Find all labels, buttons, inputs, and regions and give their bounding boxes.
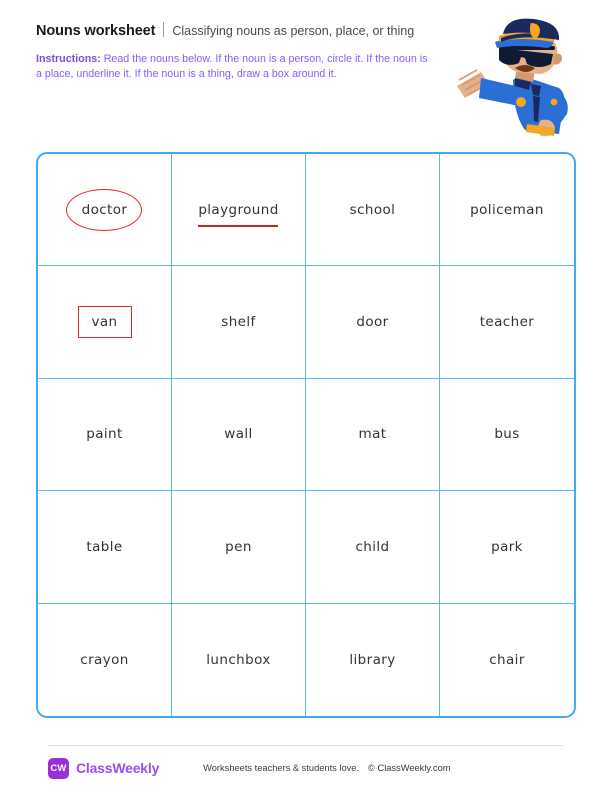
noun-word[interactable] (345, 650, 399, 670)
instructions-label: Instructions: (36, 53, 101, 65)
noun-cell[interactable] (38, 604, 172, 716)
noun-cell[interactable] (306, 491, 440, 603)
noun-word[interactable] (221, 537, 256, 557)
noun-cell[interactable] (306, 154, 440, 266)
instructions-block (36, 52, 436, 82)
noun-cell[interactable] (172, 491, 306, 603)
noun-text: school (349, 201, 396, 218)
noun-text: playground (198, 201, 279, 218)
worksheet-subtitle: Classifying nouns as person, place, or thing (172, 24, 415, 38)
classweekly-logo-icon: CW (48, 758, 69, 779)
noun-word[interactable] (82, 537, 126, 557)
noun-text: park (491, 538, 523, 555)
noun-cell[interactable] (38, 379, 172, 491)
noun-cell[interactable] (172, 154, 306, 266)
noun-text: wall (224, 426, 253, 443)
noun-grid (38, 154, 574, 716)
noun-word[interactable] (351, 537, 393, 557)
noun-text: table (86, 538, 123, 555)
noun-cell[interactable] (306, 604, 440, 716)
noun-text: pen (225, 538, 252, 555)
noun-text: van (91, 314, 118, 331)
noun-text: chair (489, 651, 525, 668)
page-title (36, 20, 476, 39)
noun-cell[interactable] (440, 491, 574, 603)
noun-word[interactable] (466, 200, 548, 220)
noun-cell[interactable] (38, 266, 172, 378)
noun-cell[interactable] (440, 604, 574, 716)
noun-word[interactable] (476, 312, 539, 332)
instructions-text: Read the nouns below. If the noun is a person, circle it. If the noun is a place, underline it. If the noun is a thing, draw a box around it. (36, 53, 428, 81)
noun-word[interactable] (217, 312, 259, 332)
worksheet-title: Nouns worksheet (36, 23, 156, 39)
underline-mark (198, 225, 278, 227)
noun-word[interactable] (485, 650, 529, 670)
noun-word[interactable] (82, 424, 126, 444)
policeman-illustration (455, 18, 595, 140)
noun-word[interactable] (490, 424, 523, 444)
worksheet-header (36, 20, 476, 82)
noun-cell[interactable] (172, 266, 306, 378)
noun-cell[interactable] (440, 154, 574, 266)
noun-text: crayon (80, 651, 129, 668)
worksheet-grid (36, 152, 576, 718)
noun-text: child (355, 538, 390, 555)
noun-text: doctor (81, 201, 128, 218)
noun-word[interactable] (220, 424, 256, 444)
noun-cell[interactable] (172, 379, 306, 491)
noun-text: library (349, 651, 396, 668)
noun-text: shelf (221, 314, 256, 331)
noun-word[interactable] (202, 650, 274, 670)
footer-copyright: © ClassWeekly.com (368, 763, 451, 773)
noun-text: policeman (470, 201, 544, 218)
noun-cell[interactable] (38, 154, 172, 266)
noun-cell[interactable] (38, 491, 172, 603)
noun-word[interactable] (78, 200, 132, 220)
noun-text: paint (86, 426, 123, 443)
noun-word[interactable] (346, 200, 400, 220)
brand-name: ClassWeekly (76, 760, 160, 776)
noun-text: teacher (479, 314, 535, 331)
noun-word[interactable] (76, 650, 132, 670)
page-footer (48, 756, 568, 780)
sunglasses (499, 46, 555, 67)
noun-cell[interactable] (440, 266, 574, 378)
footer-tagline: Worksheets teachers & students love. (203, 763, 360, 773)
title-divider (163, 22, 164, 37)
noun-word[interactable] (87, 312, 121, 332)
noun-text: bus (494, 426, 520, 443)
noun-cell[interactable] (306, 266, 440, 378)
noun-word[interactable] (355, 424, 391, 444)
noun-word[interactable] (487, 537, 527, 557)
noun-cell[interactable] (306, 379, 440, 491)
noun-text: lunchbox (206, 651, 271, 668)
noun-word[interactable] (352, 312, 392, 332)
noun-text: mat (358, 426, 387, 443)
footer-divider (48, 745, 564, 746)
noun-cell[interactable] (440, 379, 574, 491)
noun-cell[interactable] (172, 604, 306, 716)
noun-text: door (356, 314, 389, 331)
noun-word[interactable] (194, 200, 282, 220)
